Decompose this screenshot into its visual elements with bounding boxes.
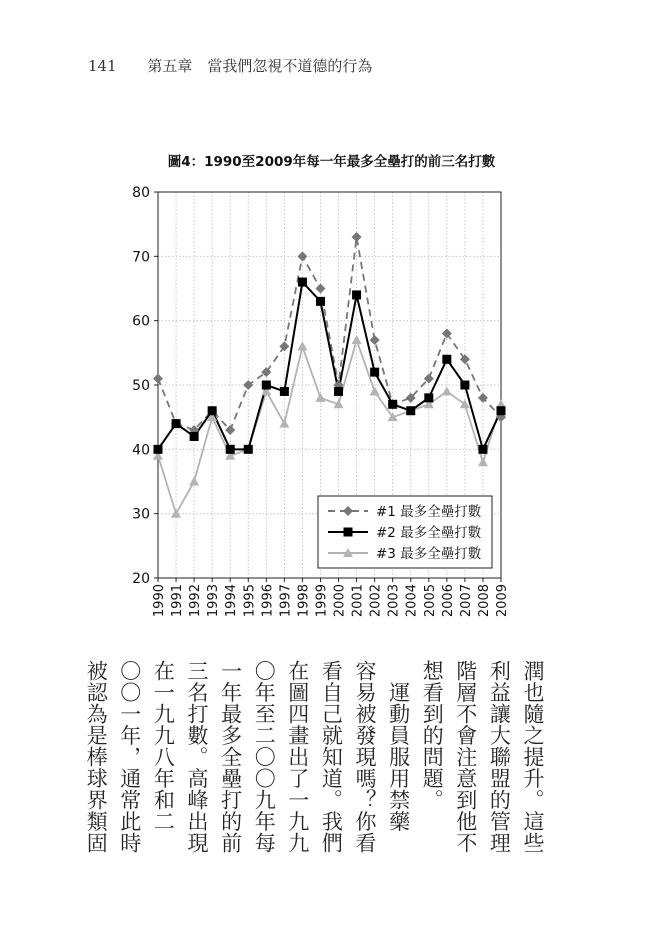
- figure-title: 圖4：1990至2009年每一年最多全壘打的前三名打數: [167, 154, 496, 170]
- text-column: 三名打數。高峰出現: [185, 660, 209, 854]
- text-column: 運動員服用禁藥: [386, 660, 411, 832]
- series-2-point: [478, 445, 487, 454]
- text-column: 容易被發現嗎？你看: [353, 660, 377, 854]
- series-2-point: [172, 419, 181, 428]
- y-tick-label: 30: [132, 506, 150, 523]
- text-column: 〇〇一年，通常此時: [117, 660, 142, 854]
- x-tick-label: 2009: [495, 584, 510, 618]
- series-2-point: [370, 368, 379, 377]
- text-column: 階層不會注意到他不: [453, 660, 478, 854]
- y-tick-label: 40: [132, 442, 150, 459]
- series-2-point: [298, 278, 307, 287]
- series-2-point: [334, 387, 343, 396]
- x-tick-label: 1997: [278, 584, 294, 618]
- series-2-point: [460, 381, 469, 390]
- x-tick-label: 2002: [368, 584, 384, 618]
- x-tick-label: 2001: [350, 584, 366, 618]
- x-tick-label: 2008: [476, 584, 492, 618]
- x-tick-label: 1995: [242, 584, 258, 618]
- series-2-point: [154, 445, 163, 454]
- x-tick-label: 1998: [296, 584, 312, 618]
- text-column: 〇年至二〇〇九年每: [252, 660, 277, 854]
- legend-marker-2: [344, 528, 353, 537]
- x-tick-label: 1992: [188, 584, 204, 618]
- x-tick-label: 2003: [386, 584, 402, 618]
- series-2-point: [388, 400, 397, 409]
- text-column: 潤也隨之提升。這些: [521, 660, 545, 854]
- x-tick-label: 1993: [206, 584, 222, 618]
- series-2-point: [262, 381, 271, 390]
- x-tick-label: 2007: [458, 584, 474, 618]
- text-column: 利益讓大聯盟的管理: [487, 660, 512, 854]
- series-2-point: [280, 387, 289, 396]
- text-column: 在一九九八年和二: [151, 660, 176, 832]
- series-2-point: [190, 432, 199, 441]
- series-2-point: [497, 406, 506, 415]
- text-column: 一年最多全壘打的前: [218, 660, 243, 854]
- legend-label-1: #1 最多全壘打數: [376, 504, 482, 520]
- y-tick-label: 20: [132, 571, 150, 587]
- text-column: 被認為是棒球界類固: [84, 660, 109, 854]
- x-tick-label: 1999: [314, 584, 330, 618]
- series-2-point: [316, 297, 325, 306]
- x-tick-label: 2005: [422, 584, 438, 618]
- series-2-point: [424, 393, 433, 402]
- x-tick-label: 1996: [260, 584, 276, 618]
- x-tick-label: 2000: [332, 584, 348, 618]
- series-2-point: [442, 355, 451, 364]
- text-column: 想看到的問題。: [420, 660, 445, 811]
- x-tick-label: 1991: [170, 584, 186, 618]
- x-tick-label: 1994: [224, 584, 240, 618]
- page-number: 141: [88, 57, 117, 75]
- chapter-title: 第五章 當我們忽視不道德的行為: [147, 57, 373, 75]
- legend-label-2: #2 最多全壘打數: [376, 525, 482, 541]
- series-2-point: [208, 406, 217, 415]
- series-2-point: [406, 406, 415, 415]
- y-tick-label: 70: [132, 249, 150, 266]
- series-2-point: [352, 290, 361, 299]
- text-column: 看自己就知道。我們: [319, 660, 344, 854]
- y-tick-label: 50: [132, 378, 150, 394]
- x-tick-label: 1990: [152, 584, 167, 618]
- series-2-point: [226, 445, 235, 454]
- y-tick-label: 60: [132, 313, 150, 330]
- x-tick-label: 2006: [440, 584, 456, 618]
- x-tick-label: 2004: [404, 584, 420, 618]
- text-column: 在圖四畫出了一九九: [285, 660, 310, 854]
- series-2-point: [244, 445, 253, 454]
- legend-label-3: #3 最多全壘打數: [376, 546, 482, 562]
- y-tick-label: 80: [132, 185, 150, 201]
